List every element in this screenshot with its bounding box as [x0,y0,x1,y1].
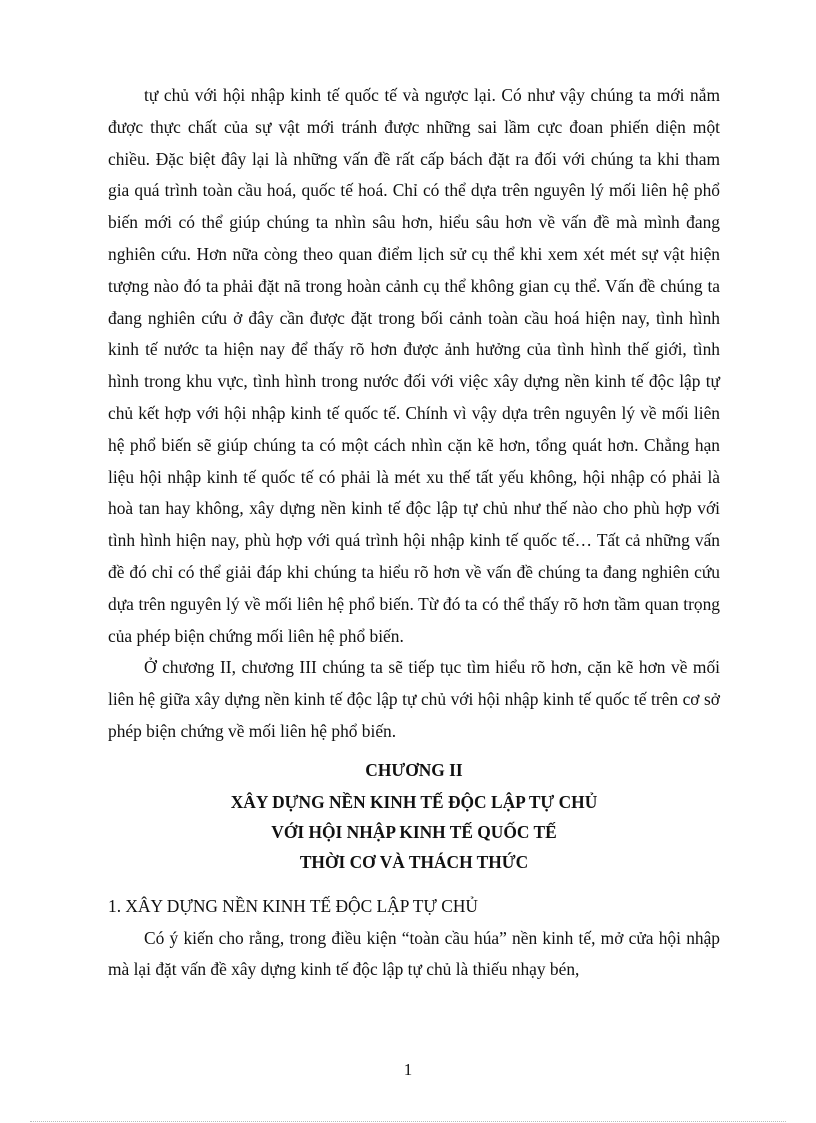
section-heading: 1. XÂY DỰNG NỀN KINH TẾ ĐỘC LẬP TỰ CHỦ [108,895,478,916]
document-body [108,80,720,986]
body-paragraph: tự chủ với hội nhập kinh tế quốc tế và ngược lại. Có như vậy chúng ta mới nắm được thực chất của sự vật mới tránh được những sai lầm cực đoan phiến diện một chiều. Đặc biệt đây lại là những vấn đề rất cấp bách đặt ra đối với chúng ta khi tham gia quá trình toàn cầu hoá, quốc tế hoá. Chỉ có thể dựa trên nguyên lý mối liên hệ phổ biến mới có thể giúp chúng ta nhìn sâu hơn, hiểu sâu hơn về vấn đề mà mình đang nghiên cứu. Hơn nữa còng theo quan điểm lịch sử cụ thể khi xem xét mét sự vật hiện tượng nào đó ta phải đặt nã trong hoàn cảnh cụ thể không gian cụ thể. Vấn đề chúng ta đang nghiên cứu ở đây cần được đặt trong bối cảnh toàn cầu hoá hiện nay, tình hình kinh tế nước ta hiện nay để thấy rõ hơn được ảnh hưởng của tình hình thế giới, tình hình trong khu vực, tình hình trong nước đối với việc xây dựng nền kinh tế độc lập tự chủ kết hợp với hội nhập kinh tế quốc tế. Chính vì vậy dựa trên nguyên lý về mối liên hệ phổ biến sẽ giúp chúng ta có một cách nhìn cặn kẽ hơn, tổng quát hơn. Chẳng hạn liệu hội nhập kinh tế quốc tế có phải là mét xu thế tất yếu không, hội nhập có phải là hoà tan hay không, xây dựng nền kinh tế độc lập tự chủ như thế nào cho phù hợp với tình hình hiện nay, phù hợp với quá trình hội nhập kinh tế quốc tế… Tất cả những vấn đề đó chỉ có thể giải đáp khi chúng ta hiểu rõ hơn về vấn đề chúng ta đang nghiên cứu dựa trên nguyên lý về mối liên hệ phổ biến. Từ đó ta có thể thấy rõ hơn tầm quan trọng của phép biện chứng mối liên hệ phổ biến. [108,85,720,646]
body-paragraph: Ở chương II, chương III chúng ta sẽ tiếp tục tìm hiểu rõ hơn, cặn kẽ hơn về mối liên hệ giữa xây dựng nền kinh tế độc lập tự chủ với hội nhập kinh tế quốc tế trên cơ sở phép biện chứng về mối liên hệ phổ biến. [108,657,720,741]
chapter-title-line: VỚI HỘI NHẬP KINH TẾ QUỐC TẾ [271,821,557,842]
page-bottom-rule [30,1121,786,1122]
chapter-label: CHƯƠNG II [365,759,463,780]
chapter-title-line: XÂY DỰNG NỀN KINH TẾ ĐỘC LẬP TỰ CHỦ [230,791,598,812]
body-paragraph: Có ý kiến cho rằng, trong điều kiện “toàn cầu húa” nền kinh tế, mở cửa hội nhập mà lại đặt vấn đề xây dựng kinh tế độc lập tự chủ là thiếu nhạy bén, [108,927,720,980]
page-number: 1 [403,1060,413,1079]
chapter-title-line: THỜI CƠ VÀ THÁCH THỨC [299,851,529,872]
